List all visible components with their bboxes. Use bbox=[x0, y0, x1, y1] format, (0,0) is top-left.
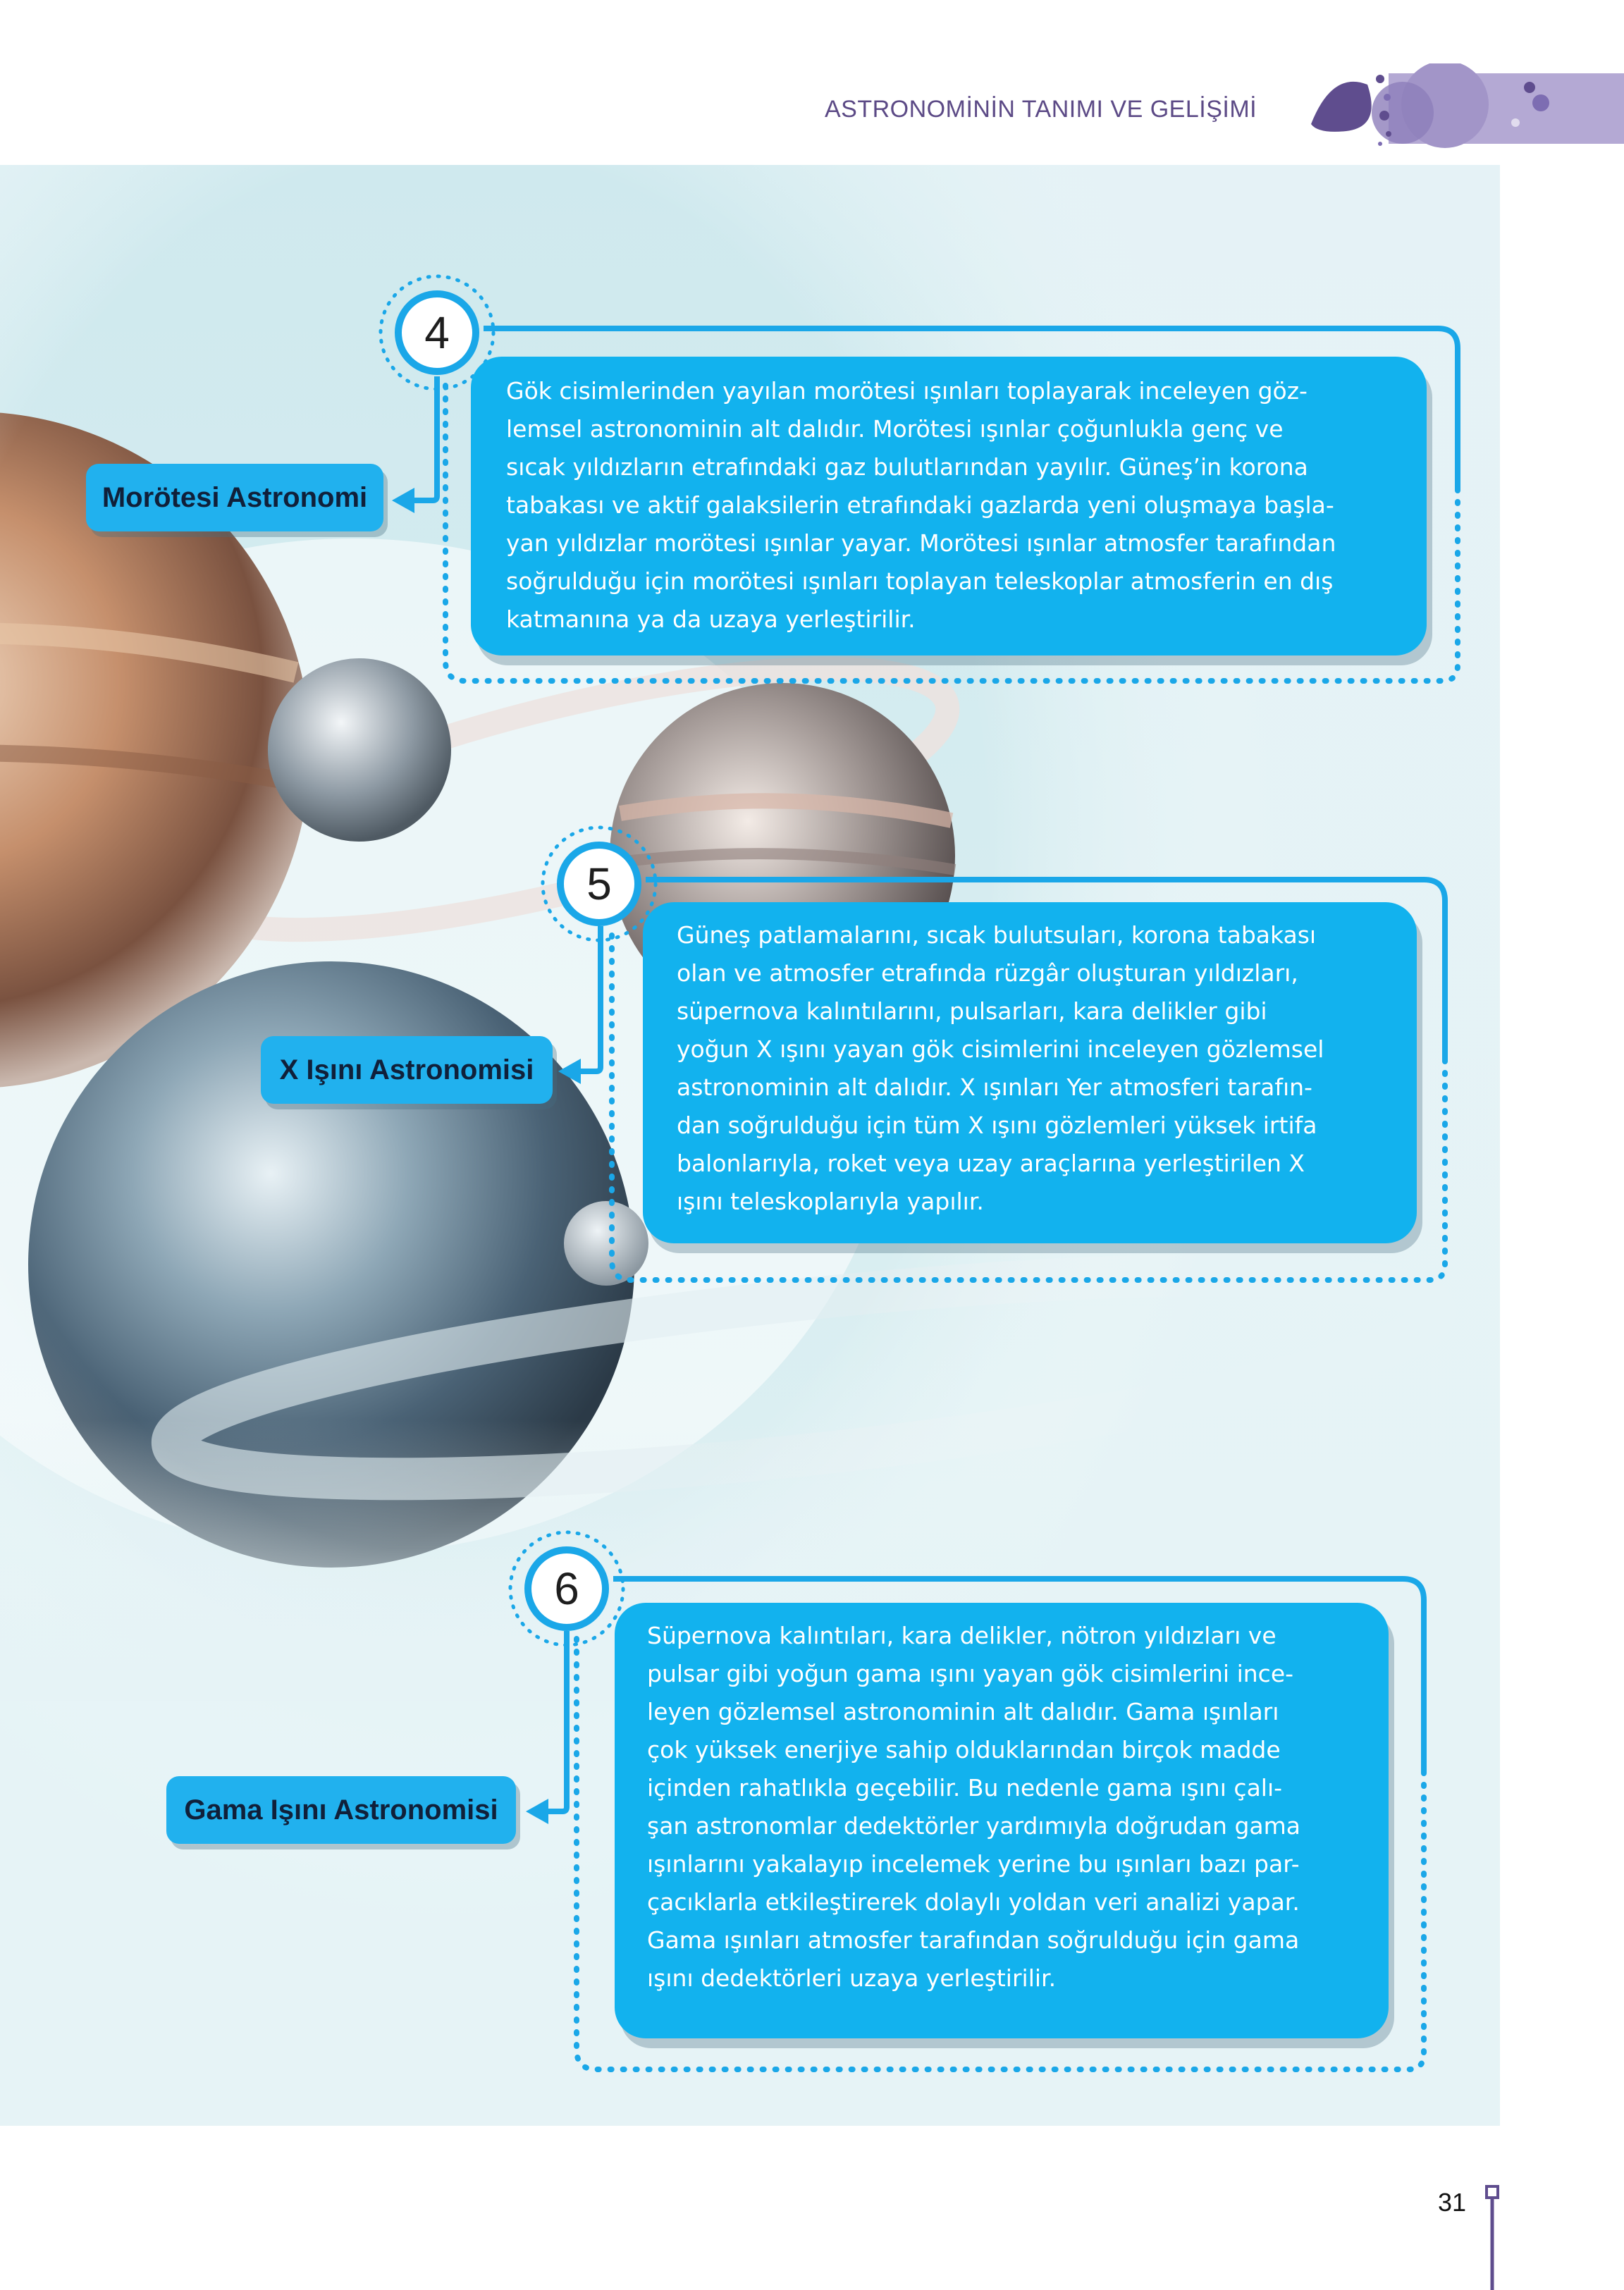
text-line: içinden rahatlıkla geçebilir. Bu nedenle gama ışını çalı- bbox=[647, 1774, 1283, 1802]
text-line: çok yüksek enerjiye sahip olduklarından birçok madde bbox=[647, 1736, 1281, 1763]
text-line: astronominin alt dalıdır. X ışınları Yer atmosferi tarafın- bbox=[677, 1073, 1312, 1101]
text-line: lemsel astronominin alt dalıdır. Morötesi ışınlar çoğunlukla genç ve bbox=[506, 415, 1284, 443]
page-number: 31 bbox=[1438, 2188, 1467, 2217]
page-marker-icon bbox=[1482, 2184, 1503, 2290]
text-line: çacıklarla etkileştirerek dolaylı yoldan veri analizi yapar. bbox=[647, 1888, 1300, 1916]
text-line: ışınlarını yakalayıp incelemek yerine bu ışınları bazı par- bbox=[647, 1850, 1300, 1878]
text-line: Süpernova kalıntıları, kara delikler, nötron yıldızları ve bbox=[647, 1622, 1277, 1649]
text-line: ışını dedektörleri uzaya yerleştirilir. bbox=[647, 1964, 1057, 1992]
section-6-number: 6 bbox=[524, 1546, 609, 1631]
text-line: pulsar gibi yoğun gama ışını yayan gök cisimlerini ince- bbox=[647, 1660, 1294, 1687]
text-line: süpernova kalıntılarını, pulsarları, kara delikler gibi bbox=[677, 997, 1267, 1025]
content-panel bbox=[0, 165, 1500, 2126]
text-line: yoğun X ışını yayan gök cisimlerini inceleyen gözlemsel bbox=[677, 1035, 1324, 1063]
text-line: ışını teleskoplarıyla yapılır. bbox=[677, 1188, 984, 1215]
section-4-number: 4 bbox=[395, 290, 479, 375]
text-line: soğrulduğu için morötesi ışınları toplayan teleskoplar atmosferin en dış bbox=[506, 567, 1334, 595]
text-line: Güneş patlamalarını, sıcak bulutsuları, korona tabakası bbox=[677, 921, 1317, 949]
text-line: şan astronomlar dedektörler yardımıyla doğrudan gama bbox=[647, 1812, 1300, 1840]
text-line: olan ve atmosfer etrafında rüzgâr oluşturan yıldızları, bbox=[677, 959, 1298, 987]
text-line: katmanına ya da uzaya yerleştirilir. bbox=[506, 605, 916, 633]
text-line: Gama ışınları atmosfer tarafından soğrulduğu için gama bbox=[647, 1926, 1300, 1954]
chapter-title: ASTRONOMİNİN TANIMI VE GELİŞİMİ bbox=[825, 96, 1257, 123]
section-5-number: 5 bbox=[557, 842, 641, 926]
text-line: sıcak yıldızların etrafındaki gaz bulutlarından yayılır. Güneş’in korona bbox=[506, 453, 1308, 481]
text-line: dan soğrulduğu için tüm X ışını gözlemleri yüksek irtifa bbox=[677, 1112, 1317, 1139]
section-4-label: Morötesi Astronomi bbox=[86, 464, 383, 531]
text-line: tabakası ve aktif galaksilerin etrafındaki gazlarda yeni oluşmaya başla- bbox=[506, 491, 1334, 519]
text-line: yan yıldızlar morötesi ışınlar yayar. Morötesi ışınlar atmosfer tarafından bbox=[506, 529, 1336, 557]
text-line: leyen gözlemsel astronominin alt dalıdır. Gama ışınları bbox=[647, 1698, 1279, 1725]
text-line: balonlarıyla, roket veya uzay araçlarına yerleştirilen X bbox=[677, 1150, 1305, 1177]
section-6-description bbox=[615, 1603, 1389, 2038]
section-6-label: Gama Işını Astronomisi bbox=[166, 1776, 516, 1844]
text-line: Gök cisimlerinden yayılan morötesi ışınları toplayarak inceleyen göz- bbox=[506, 377, 1308, 405]
header-decoration-icon bbox=[1304, 63, 1624, 155]
section-5-label: X Işını Astronomisi bbox=[261, 1036, 553, 1104]
